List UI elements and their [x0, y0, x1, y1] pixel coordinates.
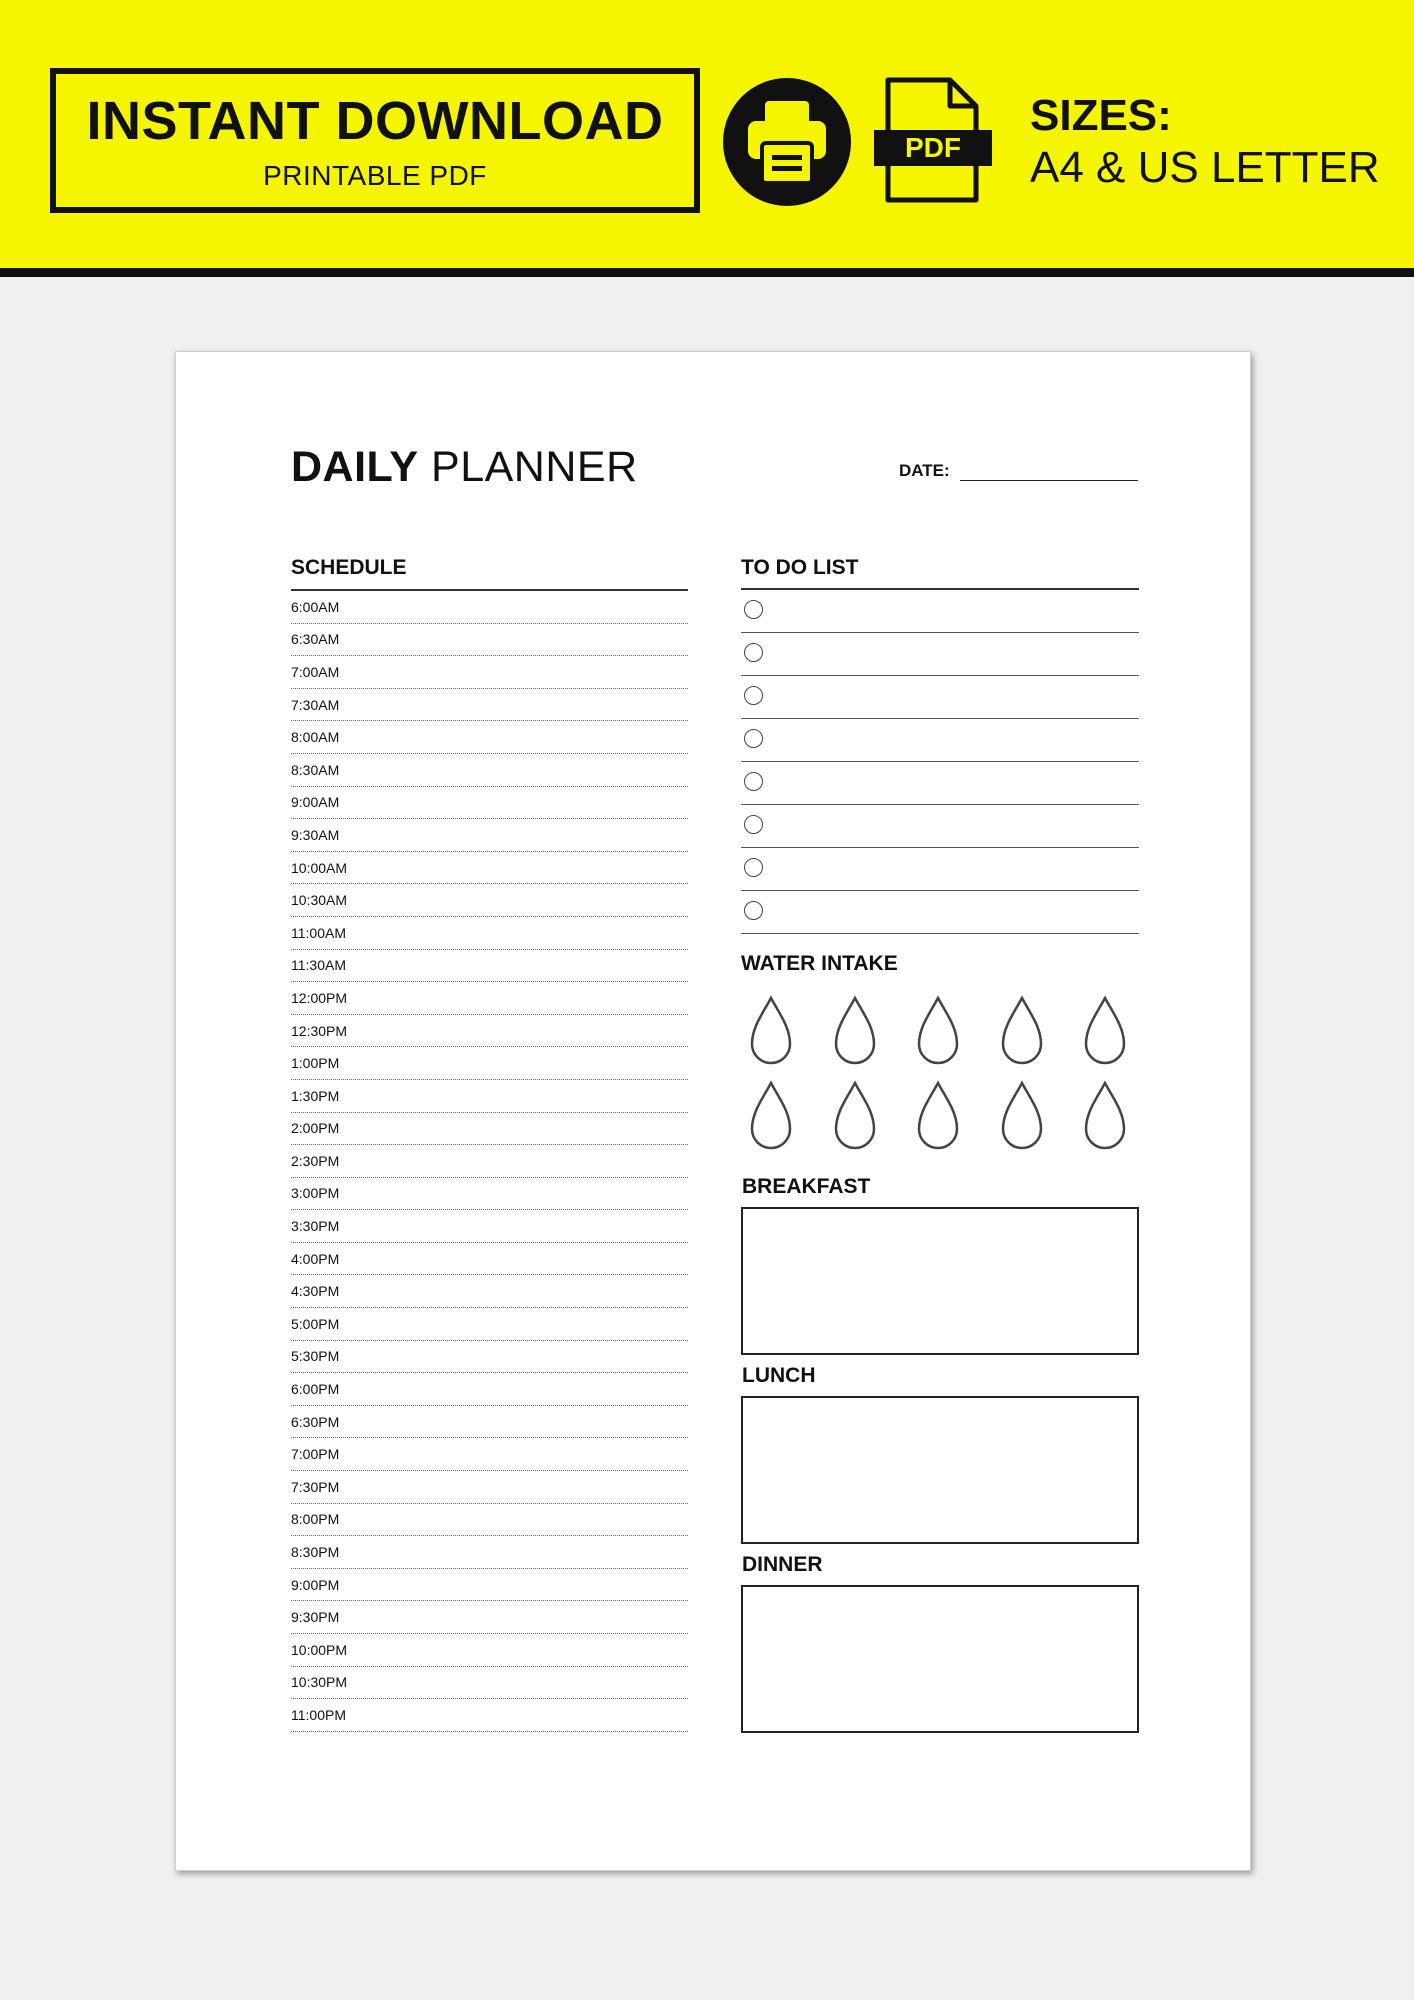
- schedule-row[interactable]: [291, 656, 688, 689]
- schedule-row[interactable]: [291, 1047, 688, 1080]
- water-drop-icon[interactable]: [916, 995, 960, 1067]
- badge-subtitle: PRINTABLE PDF: [263, 160, 487, 191]
- schedule-time: 5:00PM: [291, 1315, 340, 1332]
- todo-item[interactable]: [741, 633, 1139, 676]
- schedule-row[interactable]: [291, 1080, 688, 1113]
- lunch-heading: LUNCH: [742, 1364, 816, 1387]
- title-bold: DAILY: [291, 443, 419, 491]
- schedule-time: 6:30PM: [291, 1413, 340, 1430]
- sizes-value: A4 & US LETTER: [1030, 143, 1380, 192]
- date-label: DATE:: [899, 461, 950, 480]
- water-drop-icon[interactable]: [749, 995, 793, 1067]
- schedule-row[interactable]: [291, 689, 688, 722]
- schedule-row[interactable]: [291, 624, 688, 657]
- water-drops: [741, 995, 1139, 1160]
- todo-item[interactable]: [741, 719, 1139, 762]
- dinner-box[interactable]: [741, 1585, 1139, 1733]
- schedule-time: 5:30PM: [291, 1348, 340, 1365]
- todo-item[interactable]: [741, 891, 1139, 934]
- schedule-time: 9:30PM: [291, 1609, 340, 1626]
- schedule-row[interactable]: [291, 982, 688, 1015]
- schedule-row[interactable]: [291, 1113, 688, 1146]
- schedule-row[interactable]: [291, 917, 688, 950]
- todo-checkbox-icon[interactable]: [744, 600, 763, 619]
- promo-banner: [0, 0, 1414, 277]
- schedule-row[interactable]: [291, 1699, 688, 1732]
- schedule-time: 8:00AM: [291, 729, 340, 746]
- schedule-time: 7:30PM: [291, 1478, 340, 1495]
- schedule-time: 1:30PM: [291, 1087, 340, 1104]
- todo-checkbox-icon[interactable]: [744, 772, 763, 791]
- todo-checkbox-icon[interactable]: [744, 729, 763, 748]
- schedule-row[interactable]: [291, 1601, 688, 1634]
- instant-download-badge: [50, 68, 700, 213]
- todo-item[interactable]: [741, 848, 1139, 891]
- schedule-time: 8:30AM: [291, 761, 340, 778]
- schedule-row[interactable]: [291, 787, 688, 820]
- water-drop-icon[interactable]: [1000, 995, 1044, 1067]
- schedule-row[interactable]: [291, 1471, 688, 1504]
- schedule-time: 2:30PM: [291, 1152, 340, 1169]
- schedule-row[interactable]: [291, 1178, 688, 1211]
- todo-item[interactable]: [741, 805, 1139, 848]
- schedule-row[interactable]: [291, 1308, 688, 1341]
- schedule-row[interactable]: [291, 1243, 688, 1276]
- schedule-time: 11:00AM: [291, 924, 346, 941]
- todo-checkbox-icon[interactable]: [744, 901, 763, 920]
- lunch-box[interactable]: [741, 1396, 1139, 1544]
- sizes-info: [1030, 90, 1380, 194]
- schedule-time: 10:30PM: [291, 1674, 348, 1691]
- badge-title: INSTANT DOWNLOAD: [86, 91, 664, 151]
- schedule-time: 7:00PM: [291, 1446, 340, 1463]
- pdf-label: PDF: [905, 132, 961, 163]
- schedule-time: 3:30PM: [291, 1218, 340, 1235]
- title-regular: PLANNER: [431, 443, 638, 491]
- schedule-time: 4:00PM: [291, 1250, 340, 1267]
- schedule-row[interactable]: [291, 1667, 688, 1700]
- dinner-heading: DINNER: [742, 1553, 823, 1576]
- water-drop-icon[interactable]: [1083, 995, 1127, 1067]
- schedule-time: 6:00AM: [291, 598, 340, 615]
- schedule-time: 10:00PM: [291, 1641, 348, 1658]
- schedule-time: 12:30PM: [291, 1022, 348, 1039]
- todo-item[interactable]: [741, 762, 1139, 805]
- todo-checkbox-icon[interactable]: [744, 686, 763, 705]
- schedule-row[interactable]: [291, 1275, 688, 1308]
- todo-list: [741, 590, 1139, 934]
- schedule-row[interactable]: [291, 1536, 688, 1569]
- page-title: [291, 443, 638, 491]
- schedule-time: 10:30AM: [291, 892, 348, 909]
- schedule-time: 8:00PM: [291, 1511, 340, 1528]
- schedule-row[interactable]: [291, 1438, 688, 1471]
- breakfast-heading: BREAKFAST: [742, 1175, 871, 1198]
- schedule-time: 9:00AM: [291, 794, 340, 811]
- water-intake-heading: WATER INTAKE: [741, 952, 898, 975]
- schedule-row[interactable]: [291, 591, 688, 624]
- schedule-row[interactable]: [291, 1569, 688, 1602]
- schedule-row[interactable]: [291, 1145, 688, 1178]
- pdf-file-icon: [872, 76, 994, 206]
- schedule-row[interactable]: [291, 950, 688, 983]
- schedule-time: 10:00AM: [291, 859, 348, 876]
- todo-checkbox-icon[interactable]: [744, 858, 763, 877]
- schedule-row[interactable]: [291, 1015, 688, 1048]
- schedule-row[interactable]: [291, 1210, 688, 1243]
- schedule-time: 9:00PM: [291, 1576, 340, 1593]
- schedule-time: 7:30AM: [291, 696, 340, 713]
- todo-heading: TO DO LIST: [741, 556, 859, 579]
- todo-checkbox-icon[interactable]: [744, 643, 763, 662]
- schedule-time: 11:30AM: [291, 957, 346, 974]
- planner-sheet: [175, 351, 1251, 1871]
- schedule-row[interactable]: [291, 1373, 688, 1406]
- water-drop-icon[interactable]: [916, 1080, 960, 1152]
- schedule-time: 11:00PM: [291, 1706, 346, 1723]
- schedule-time: 9:30AM: [291, 826, 340, 843]
- schedule-time: 8:30PM: [291, 1544, 340, 1561]
- water-drop-icon[interactable]: [833, 1080, 877, 1152]
- schedule-time: 12:00PM: [291, 989, 348, 1006]
- printer-icon: [722, 77, 852, 207]
- todo-item[interactable]: [741, 590, 1139, 633]
- todo-item[interactable]: [741, 676, 1139, 719]
- schedule-row[interactable]: [291, 1504, 688, 1537]
- water-drop-icon[interactable]: [1000, 1080, 1044, 1152]
- schedule-time: 3:00PM: [291, 1185, 340, 1202]
- water-drop-icon[interactable]: [1083, 1080, 1127, 1152]
- schedule-time: 6:30AM: [291, 631, 340, 648]
- schedule-row[interactable]: [291, 1634, 688, 1667]
- schedule-time: 6:00PM: [291, 1381, 340, 1398]
- sizes-title: SIZES:: [1030, 91, 1172, 140]
- schedule-row[interactable]: [291, 754, 688, 787]
- schedule-time: 7:00AM: [291, 663, 340, 680]
- breakfast-box[interactable]: [741, 1207, 1139, 1355]
- water-drop-icon[interactable]: [833, 995, 877, 1067]
- schedule-time: 1:00PM: [291, 1055, 340, 1072]
- todo-checkbox-icon[interactable]: [744, 815, 763, 834]
- schedule-time: 4:30PM: [291, 1283, 340, 1300]
- schedule-row[interactable]: [291, 1406, 688, 1439]
- schedule-list: [291, 591, 688, 1732]
- schedule-time: 2:00PM: [291, 1120, 340, 1137]
- water-drop-icon[interactable]: [749, 1080, 793, 1152]
- schedule-row[interactable]: [291, 1341, 688, 1374]
- schedule-row[interactable]: [291, 819, 688, 852]
- schedule-row[interactable]: [291, 721, 688, 754]
- schedule-row[interactable]: [291, 852, 688, 885]
- schedule-heading: SCHEDULE: [291, 556, 407, 579]
- date-field-line[interactable]: [960, 480, 1138, 481]
- schedule-row[interactable]: [291, 884, 688, 917]
